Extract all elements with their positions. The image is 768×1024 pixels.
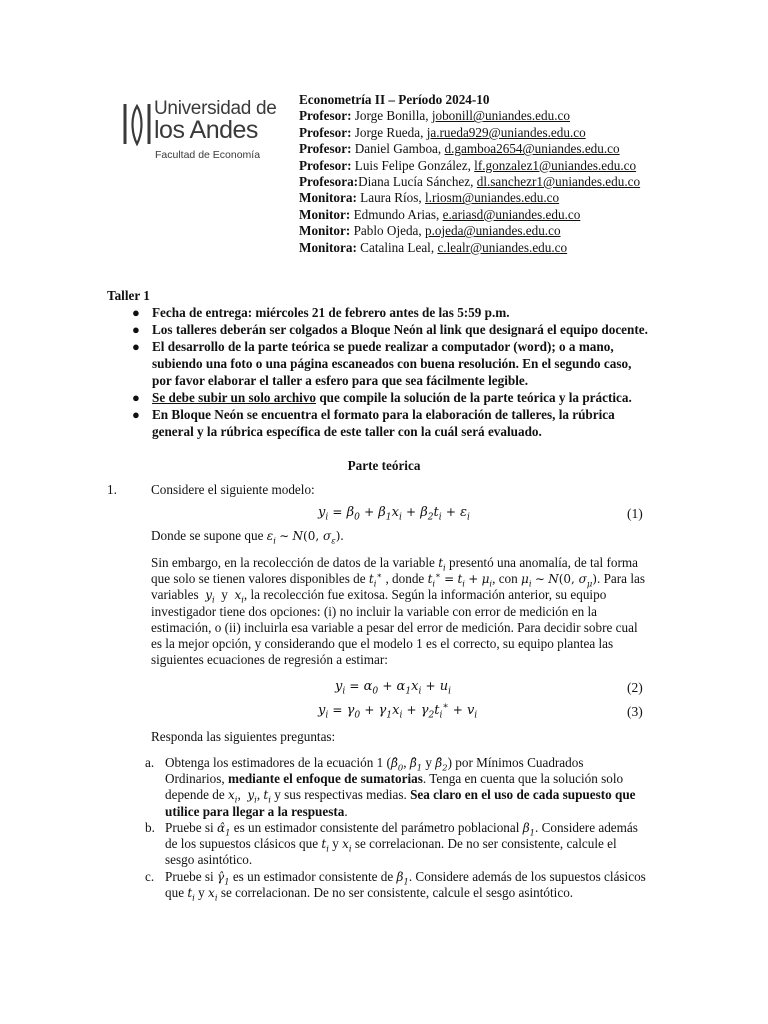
- staff-row: Profesor: Jorge Rueda, ja.rueda929@uniandes.edu.co: [299, 124, 586, 140]
- answer-prompt: Responda las siguientes preguntas:: [151, 729, 336, 744]
- email-link[interactable]: dl.sanchezr1@uniandes.edu.co: [476, 174, 641, 190]
- equation-number: (2): [627, 680, 643, 695]
- logo-line1: Universidad de: [154, 98, 277, 119]
- bullet-item: El desarrollo de la parte teórica se puede realizar a computador (word); o a mano, subiendo una foto o una página escaneados con buena resolución. En el segundo caso, por favor elaborar el taller a esfero para que sea fácilmente legible.: [152, 339, 632, 388]
- email-link[interactable]: jobonill@uniandes.edu.co: [431, 108, 570, 124]
- item-a: Obtenga los estimadores de la ecuación 1 ($\betâ_0$, $\betâ_1$ y $\betâ_2$) por Mínimos Cuadrados Ordinarios, mediante el enfoque de sumatorias. Tenga en cuenta que la solución solo depende de $x_i$, $y_i$, $t_i$ y sus respectivas medias. Sea claro en el uso de cada supuesto que utilice para llegar a la respuesta.: [165, 755, 636, 819]
- equation-number: (1): [627, 506, 643, 521]
- question-intro: Considere el siguiente modelo:: [151, 482, 315, 497]
- university-logo: [122, 94, 277, 166]
- question-number: 1.: [107, 482, 117, 497]
- assumption-line: Donde se supone que $\varepsilon_i$ ∼ N(0, $\sigma_\varepsilon$).: [151, 528, 344, 546]
- course-title: Econometría II – Período 2024-10: [299, 92, 490, 107]
- logo-emblem-icon: [122, 102, 152, 146]
- email-link[interactable]: lf.gonzalez1@uniandes.edu.co: [474, 157, 637, 173]
- staff-row: Profesor: Jorge Bonilla, jobonill@uniandes.edu.co: [299, 108, 570, 124]
- item-label: c.: [145, 869, 155, 884]
- equation-number: (3): [627, 704, 643, 719]
- bullet-icon: ●: [132, 407, 140, 422]
- bullet-icon: ●: [132, 390, 140, 405]
- staff-row: Monitora: Laura Ríos, l.riosm@uniandes.edu.co: [299, 190, 560, 206]
- equation-1: $y_i = \beta_0 + \beta_1x_i + \beta_2t_i + \varepsilon_i$: [318, 505, 470, 523]
- logo-line2: los Andes: [154, 116, 258, 144]
- bullet-icon: ●: [132, 322, 140, 337]
- item-b: Pruebe si $\alphâ_1$ es un estimador consistente del parámetro poblacional $\beta_1$. Considere además de los supuestos clásicos que $t_i$ y $x_i$ se correlacionan. De no ser consistente, calcule el sesgo asintótico.: [165, 820, 638, 868]
- problem-paragraph: Sin embargo, en la recolección de datos de la variable $t_i$ presentó una anomalía, de tal forma que solo se tienen valores disponibles de $t_i^∗$ , donde $t_i^∗ = t_i + \mu_i$, con $\mu_i$ ∼ N(0, $\sigma_\mu$). Para las variables $y_i$ y $x_i$, la recolección fue exitosa. Según la información anterior, su equipo investigador tiene dos opciones: (i) no incluir la variable con error de medición en la estimación, o (ii) incluirla esa variable a pesar del error de medición. Para decidir sobre cual es la mejor opción, y considerando que el modelo 1 es el correcto, su equipo plantea las siguientes ecuaciones de regresión a estimar:: [151, 555, 645, 668]
- staff-row: Profesora:Diana Lucía Sánchez, dl.sanchezr1@uniandes.edu.co: [299, 174, 641, 190]
- bullet-item: Los talleres deberán ser colgados a Bloque Neón al link que designará el equipo docente.: [152, 322, 648, 337]
- email-link[interactable]: p.ojeda@uniandes.edu.co: [425, 223, 561, 239]
- email-link[interactable]: c.lealr@uniandes.edu.co: [437, 239, 568, 255]
- section-title: Parte teórica: [347, 458, 421, 473]
- bullet-item: En Bloque Neón se encuentra el formato para la elaboración de talleres, la rúbrica general y la rúbrica específica de este taller con la cuál será evaluado.: [152, 407, 615, 439]
- bullet-icon: ●: [132, 305, 140, 320]
- item-c: Pruebe si $\gammâ_1$ es un estimador consistente de $\beta_1$. Considere además de los supuestos clásicos que $t_i$ y $x_i$ se correlacionan. De no ser consistente, calcule el sesgo asintótico.: [165, 869, 646, 903]
- staff-row: Profesor: Daniel Gamboa, d.gamboa2654@uniandes.edu.co: [299, 141, 620, 157]
- email-link[interactable]: e.ariasd@uniandes.edu.co: [442, 206, 581, 222]
- staff-row: Profesor: Luis Felipe González, lf.gonzalez1@uniandes.edu.co: [299, 157, 637, 173]
- course-header: [299, 92, 640, 256]
- bullet-item: Fecha de entrega: miércoles 21 de febrero antes de las 5:59 p.m.: [152, 305, 510, 320]
- bullet-item: Se debe subir un solo archivo que compile la solución de la parte teórica y la práctica.: [152, 390, 632, 405]
- staff-row: Monitor: Edmundo Arias, e.ariasd@uniandes.edu.co: [299, 206, 581, 222]
- logo-line3: Facultad de Economía: [155, 149, 261, 161]
- item-label: a.: [145, 755, 155, 770]
- staff-row: Monitora: Catalina Leal, c.lealr@uniandes.edu.co: [299, 239, 568, 255]
- taller-title: Taller 1: [107, 288, 150, 303]
- equation-3: $y_i = \gamma_0 + \gamma_1x_i + \gamma_2t_i^∗ + v_i$: [318, 701, 478, 721]
- equation-2: $y_i = \alpha_0 + \alpha_1x_i + u_i$: [335, 679, 452, 697]
- bullet-icon: ●: [132, 339, 140, 354]
- email-link[interactable]: d.gamboa2654@uniandes.edu.co: [444, 141, 620, 157]
- email-link[interactable]: l.riosm@uniandes.edu.co: [425, 190, 560, 206]
- item-label: b.: [145, 820, 155, 835]
- staff-row: Monitor: Pablo Ojeda, p.ojeda@uniandes.edu.co: [299, 223, 561, 239]
- email-link[interactable]: ja.rueda929@uniandes.edu.co: [426, 124, 586, 140]
